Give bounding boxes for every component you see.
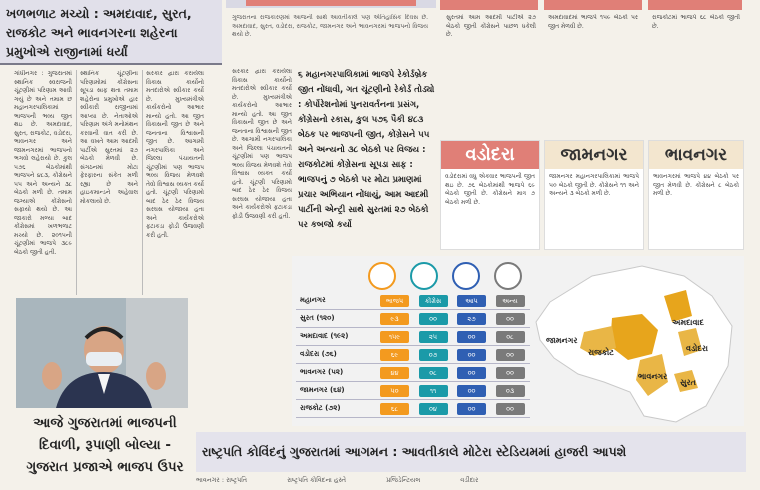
map-label-ahmedabad: અમદાવાદ xyxy=(672,318,704,327)
table-cell-value: ૦૦ xyxy=(496,403,525,415)
article-column-2: સ્થાનિક ચૂંટણીના પરિણામોમાં કોંગ્રેસના સૂપડા સાફ થતા તમામ શહેરોના પ્રમુખોએ હાર સ્વીકારી રાજીનામાં આપ્યા છે. નેતાઓએ પરિણામ અંગે મનોમંથન કરવાની વાત કરી છે. આ વખતે આમ આદમી પાર્ટીએ સુરતમાં ૨૭ બેઠકો મેળવી છે. સંગઠનમાં મોટા ફેરફારના સંકેત મળી રહ્યા છે અને હાઇકમાન્ડને અહેવાલ મોકલાયો છે. xyxy=(80,70,138,205)
table-cell-value: ૪૪ xyxy=(380,367,409,379)
bottom-strip xyxy=(196,476,746,490)
cm-photo xyxy=(16,298,188,408)
table-cell-city: વડોદરા (૭૬) xyxy=(296,346,376,364)
aap-logo-icon xyxy=(452,262,480,290)
table-row xyxy=(296,328,530,346)
table-cell-city: સુરત (૧૨૦) xyxy=(296,310,376,328)
city-box-jamnagar xyxy=(544,140,644,250)
table-cell-value: ૦૪ xyxy=(419,403,448,415)
city-box-title: ભાવનગર xyxy=(649,141,743,169)
table-cell-value: ૧૧ xyxy=(419,385,448,397)
person-illustration xyxy=(16,298,188,408)
table-cell-value: ૨૫ xyxy=(419,331,448,343)
center-panel-body: ૬ મહાનગરપાલિકામાં ભાજપે રેકોર્ડબ્રેક જીત નોંધાવી, ગત ચૂંટણીનો રેકોર્ડ તોડ્યો : કોર્પોરેશનોમાં પુનરાવર્તનના પ્રસંગ, કોંગ્રેસનો રકાસ, કુલ ૫૭૬ પૈકી ૪૮૩ બેઠક પર ભાજપની જીત, કોંગ્રેસને ૫૫ અને અન્યનો ૩૮ બેઠકો પર વિજય : રાજકોટમાં કોંગ્રેસના સૂપડા સાફ : ભાજપનું ૭ બેઠકો પર મોટા પ્રમાણમાં પ્રચાર અભિયાન નોંધાયું, આમ આદમી પાર્ટીની એન્ટ્રી સાથે સુરતમાં ૨૭ બેઠકો પર કબજો કર્યો xyxy=(298,70,435,230)
table-header-bjp: ભાજપ xyxy=(380,295,409,307)
table-cell-value: ૦૭ xyxy=(419,349,448,361)
top-right-text-1: સુરતમાં આમ આદમી પાર્ટીએ ૨૭ બેઠકો જીતી કોંગ્રેસને પાછળ ધકેલી છે. xyxy=(446,14,536,38)
top-headline xyxy=(0,0,222,65)
bottom-headline-text: રાષ્ટ્રપતિ કોવિંદનું ગુજરાતમાં આગમન : આવતીકાલે મોટેરા સ્ટેડિયમમાં હાજરી આપશે xyxy=(202,444,627,459)
results-table xyxy=(296,292,530,418)
table-cell-value: ૦૦ xyxy=(457,331,486,343)
table-row xyxy=(296,400,530,418)
table-header-city: મહાનગર xyxy=(296,292,376,310)
center-panel-header xyxy=(226,0,436,8)
bottom-headline xyxy=(196,432,746,472)
table-cell-value: ૦૦ xyxy=(457,385,486,397)
city-box-text: જામનગર મહાનગરપાલિકામાં ભાજપે ૫૦ બેઠકો જીતી છે. કોંગ્રેસને ૧૧ અને અન્યને ૩ બેઠકો મળી છે. xyxy=(549,173,639,197)
results-panel xyxy=(292,256,744,426)
table-cell-value: ૯૩ xyxy=(380,313,409,325)
map-label-bhavnagar: ભાવનગર xyxy=(638,372,668,381)
table-cell-value: ૦૦ xyxy=(457,349,486,361)
table-header-aap: આપ xyxy=(457,295,486,307)
table-cell-value: ૦૦ xyxy=(457,403,486,415)
map-label-surat: સુરત xyxy=(680,378,696,387)
table-cell-value: ૦૮ xyxy=(419,367,448,379)
city-box-bhavnagar xyxy=(648,140,744,250)
map-label-vadodara: વડોદરા xyxy=(686,344,708,353)
bottom-strip-item: ભાવનગર : રાષ્ટ્રપતિ xyxy=(196,476,248,484)
top-right-text-2: અમદાવાદમાં ભાજપે ૧૫૯ બેઠકો પર જીત મેળવી છે. xyxy=(548,14,638,30)
top-right-text-3: રાજકોટમાં ભાજપે ૬૮ બેઠકો જીતી છે. xyxy=(652,14,740,30)
city-box-vadodara xyxy=(440,140,540,250)
table-cell-value: ૫૦ xyxy=(380,385,409,397)
table-header-congress: કોંગ્રેસ xyxy=(419,295,448,307)
table-cell-value: ૬૯ xyxy=(380,349,409,361)
table-cell-value: ૬૮ xyxy=(380,403,409,415)
bottom-strip-item: રાષ્ટ્રપતિ કોવિંદના હસ્તે xyxy=(287,476,347,484)
table-cell-value: ૦૦ xyxy=(496,349,525,361)
table-cell-city: ભાવનગર (૫૨) xyxy=(296,364,376,382)
top-headline-text: ખળભળાટ મચ્યો : અમદાવાદ, સુરત, રાજકોટ અને ભાવનગરના શહેરના પ્રમુખોએ રાજીનામાં ધર્યાં xyxy=(6,6,192,59)
other-logo-icon xyxy=(494,262,522,290)
table-cell-city: અમદાવાદ (૧૯૨) xyxy=(296,328,376,346)
table-row xyxy=(296,346,530,364)
article-column-1: ગાંધીનગર : ગુજરાતમાં સ્થાનિક સ્વરાજની ચૂંટણીમાં પરિણામ આવી ગયું છે અને તમામ છ મહાનગરપાલિકામાં ભાજપની ભવ્ય જીત થઇ છે. અમદાવાદ, સુરત, રાજકોટ, વડોદરા, ભાવનગર અને જામનગરમાં ભાજપનો ભગવો લહેરાયો છે. કુલ ૫૭૬ બેઠકોમાંથી ભાજપને ૪૮૩, કોંગ્રેસને ૫૫ અને અન્યને ૩૮ બેઠકો મળી છે. તમામ જગ્યાએ કોંગ્રેસનો સફાયો થયો છે. આ જાકારો મળ્યા બાદ કોંગ્રેસમાં ખળભળાટ મચ્યો છે. ૨૦૧૫ની ચૂંટણીમાં ભાજપે ૩૮૯ બેઠકો જીતી હતી. xyxy=(14,70,72,256)
table-cell-value: ૦૮ xyxy=(496,331,525,343)
map-label-rajkot: રાજકોટ xyxy=(588,348,614,357)
table-cell-city: રાજકોટ (૭૨) xyxy=(296,400,376,418)
table-cell-value: ૦૦ xyxy=(419,313,448,325)
map-label-jamnagar: જામનગર xyxy=(546,336,578,345)
city-box-text: ભાવનગરમાં ભાજપે ૪૪ બેઠકો પર જીત મેળવી છે. કોંગ્રેસને ૮ બેઠકો મળી છે. xyxy=(653,173,739,197)
table-cell-value: ૧૫૯ xyxy=(380,331,409,343)
bottom-strip-item: વડીદાર xyxy=(460,476,479,484)
center-panel-intro: ગુજરાતના રાજકારણમાં આજની સાથે આવતીકાલે પણ એતિહાસિક દિવસ છે. અમદાવાદ, સુરત, વડોદરા, રાજકોટ, જામનગર અને ભાવનગરમાં ભાજપનો વિજય થયો છે. xyxy=(232,14,428,38)
city-box-title: જામનગર xyxy=(545,141,643,169)
center-left-column: સરકાર દ્વારા કરાયેલા વિકાસ કાર્યોનો મતદારોએ સ્વીકાર કર્યો છે. મુખ્યમંત્રીએ કાર્યકરોનો આભાર માન્યો હતો. આ જીત વિકાસની જીત છે અને જનતાના વિશ્વાસની જીત છે. આગામી નગરપાલિકા અને જિલ્લા પંચાયતની ચૂંટણીમાં પણ ભાજપ ભવ્ય વિજય મેળવશે તેવો વિશ્વાસ વ્યક્ત કર્યો હતો. ચૂંટણી પરિણામો બાદ ઠેર ઠેર વિજય સરઘસ યોજાયા હતા અને કાર્યકરોએ ફટાકડા ફોડી ઉજવણી કરી હતી. xyxy=(232,68,292,220)
table-cell-value: ૦૩ xyxy=(496,385,525,397)
city-box-title: વડોદરા xyxy=(441,141,539,169)
bottom-strip-item: પ્રજિડેન્ટિયલ xyxy=(386,476,421,484)
table-header-other: અન્ય xyxy=(496,295,525,307)
table-cell-city: જામનગર (૬૪) xyxy=(296,382,376,400)
city-box-text: વડોદરામાં વધુ એકવાર ભાજપની જીત થઇ છે. ૭૬ બેઠકોમાંથી ભાજપે ૬૯ બેઠકો જીતી છે. કોંગ્રેસને માત્ર ૭ બેઠકો મળી છે. xyxy=(445,173,535,206)
bjp-logo-icon xyxy=(368,262,396,290)
table-cell-value: ૨૭ xyxy=(457,313,486,325)
table-header-row xyxy=(296,292,530,310)
table-row xyxy=(296,382,530,400)
center-panel-header-strip xyxy=(246,0,416,6)
congress-logo-icon xyxy=(410,262,438,290)
table-cell-value: ૦૦ xyxy=(457,367,486,379)
article-column-3: સરકાર દ્વારા કરાયેલા વિકાસ કાર્યોનો મતદારોએ સ્વીકાર કર્યો છે. મુખ્યમંત્રીએ કાર્યકરોનો આભાર માન્યો હતો. આ જીત વિકાસની જીત છે અને જનતાના વિશ્વાસની જીત છે. આગામી નગરપાલિકા અને જિલ્લા પંચાયતની ચૂંટણીમાં પણ ભાજપ ભવ્ય વિજય મેળવશે તેવો વિશ્વાસ વ્યક્ત કર્યો હતો. ચૂંટણી પરિણામો બાદ ઠેર ઠેર વિજય સરઘસ યોજાયા હતા અને કાર્યકરોએ ફટાકડા ફોડી ઉજવણી કરી હતી. xyxy=(146,70,204,239)
table-cell-value: ૦૦ xyxy=(496,313,525,325)
table-row xyxy=(296,364,530,382)
photo-caption: આજે ગુજરાતમાં ભાજપની દિવાળી, રૂપાણી બોલ્યા - ગુજરાત પ્રજાએ ભાજપ ઉપર xyxy=(26,415,184,475)
table-cell-value: ૦૦ xyxy=(496,367,525,379)
table-row xyxy=(296,310,530,328)
